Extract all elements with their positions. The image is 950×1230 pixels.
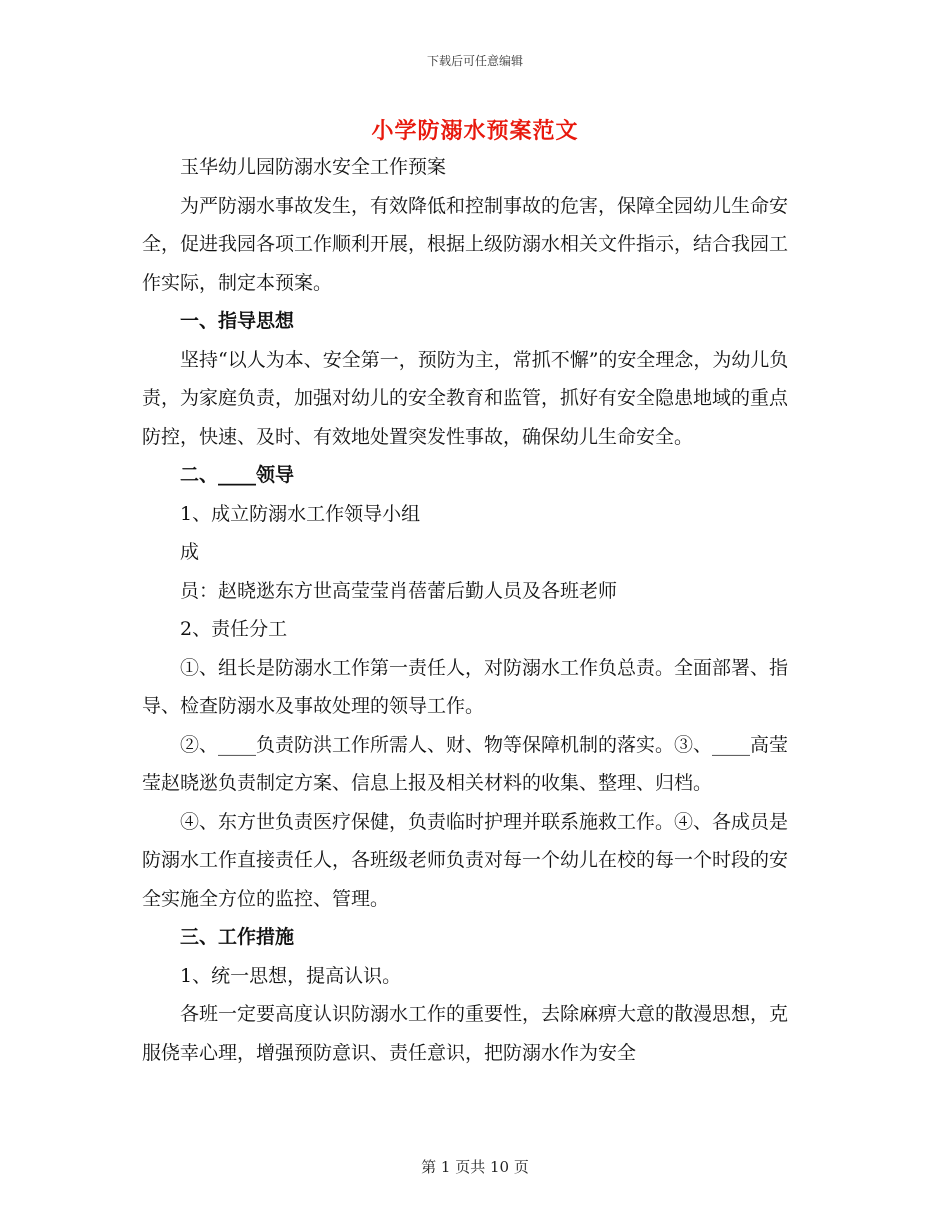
duty-paragraph-3: ④、东方世负责医疗保健，负责临时护理并联系施救工作。④、各成员是防溺水工作直接责任人，各班级老师负责对每一个幼儿在校的每一个时段的安全实施全方位的监控、管理。	[142, 810, 789, 910]
measures-paragraph: 各班一定要高度认识防溺水工作的重要性，去除麻痹大意的散漫思想，克服侥幸心理，增强预防意识、责任意识，把防溺水作为安全	[142, 1003, 789, 1064]
page-footer: 第 1 页共 10 页	[421, 1158, 529, 1176]
leadership-item-1: 1、成立防溺水工作领导小组	[180, 502, 421, 525]
document-body	[142, 148, 802, 1072]
leadership-item-2: 2、责任分工	[180, 618, 288, 640]
document-title: 小学防溺水预案范文	[371, 118, 579, 144]
section-heading-leadership: 二、____领导	[180, 464, 295, 486]
duty-paragraph-1: ①、组长是防溺水工作第一责任人，对防溺水工作负总责。全面部署、指导、检查防溺水及事故处理的领导工作。	[142, 656, 789, 717]
members-list: 员：赵晓逖东方世高莹莹肖蓓蕾后勤人员及各班老师	[180, 579, 618, 602]
duty-paragraph-2: ②、____负责防洪工作所需人、财、物等保障机制的落实。③、____高莹莹赵晓逖负责制定方案、信息上报及相关材料的收集、整理、归档。	[142, 733, 789, 794]
section-heading-measures: 三、工作措施	[180, 926, 295, 948]
subtitle-paragraph: 玉华幼儿园防溺水安全工作预案	[180, 156, 447, 178]
intro-paragraph: 为严防溺水事故发生，有效降低和控制事故的危害，保障全园幼儿生命安全，促进我园各项工作顺利开展，根据上级防溺水相关文件指示，结合我园工作实际，制定本预案。	[142, 194, 789, 294]
guiding-thought-paragraph: 坚持“以人为本、安全第一，预防为主，常抓不懈”的安全理念，为幼儿负责，为家庭负责，加强对幼儿的安全教育和监管，抓好有安全隐患地域的重点防控，快速、及时、有效地处置突发性事故，确保幼儿生命安全。	[142, 348, 789, 448]
members-label: 成	[180, 541, 200, 563]
measures-item-1: 1、统一思想，提高认识。	[180, 964, 402, 987]
header-note: 下载后可任意编辑	[426, 54, 523, 68]
section-heading-guiding-thought: 一、指导思想	[180, 310, 295, 332]
